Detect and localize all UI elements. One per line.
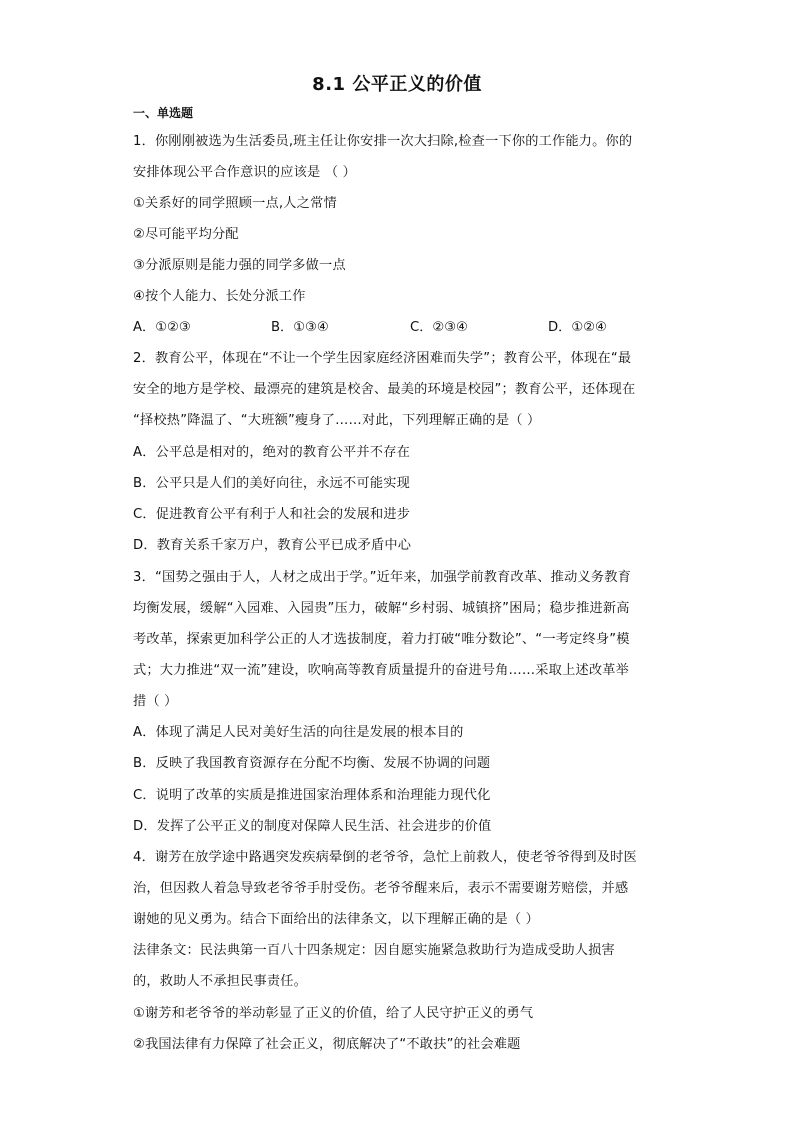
q3-option-c: C．说明了改革的实质是推进国家治理体系和治理能力现代化 [133,788,491,803]
q2-stem-line3: “择校热”降温了、“大班额”瘦身了……对此，下列理解正确的是（ ） [133,413,541,428]
q2-option-a: A．公平总是相对的，绝对的教育公平并不存在 [133,445,410,460]
q1-option-d: D．①②④ [548,320,607,335]
page-title: 8.1 公平正义的价值 [312,74,482,95]
q3-stem-line4: 式；大力推进“双一流”建设，吹响高等教育质量提升的奋进号角……采取上述改革举 [133,663,630,678]
q4-stem-line3: 谢她的见义勇为。结合下面给出的法律条文，以下理解正确的是（ ） [133,912,540,927]
q4-statement-1: ①谢芳和老爷爷的举动彰显了正义的价值，给了人民守护正义的勇气 [133,1006,534,1021]
q1-statement-3: ③分派原则是能力强的同学多做一点 [133,258,346,273]
q1-option-a: A．①②③ [133,320,191,335]
q4-law-line2: 的，救助人不承担民事责任。 [133,974,308,989]
q4-stem-line2: 治，但因救人着急导致老爷爷手肘受伤。老爷爷醒来后，表示不需要谢芳赔偿，并感 [133,881,629,896]
q4-statement-2: ②我国法律有力保障了社会正义，彻底解决了“不敢扶”的社会难题 [133,1037,521,1052]
q3-option-d: D．发挥了公平正义的制度对保障人民生活、社会进步的价值 [133,819,492,834]
q1-statement-4: ④按个人能力、长处分派工作 [133,289,306,304]
q4-law-line1: 法律条文：民法典第一百八十四条规定：因自愿实施紧急救助行为造成受助人损害 [133,943,615,958]
q2-option-d: D．教育关系千家万户，教育公平已成矛盾中心 [133,538,412,553]
q1-statement-2: ②尽可能平均分配 [133,227,239,242]
q1-option-b: B．①③④ [271,320,329,335]
q2-option-b: B．公平只是人们的美好向往，永远不可能实现 [133,476,410,491]
q3-stem-line1: 3．“国势之强由于人，人材之成出于学。”近年来，加强学前教育改革、推动义务教育 [133,570,632,585]
q1-option-c: C．②③④ [410,320,468,335]
q1-stem-line1: 1．你刚刚被选为生活委员,班主任让你安排一次大扫除,检查一下你的工作能力。你的 [133,134,633,149]
q2-stem-line2: 安全的地方是学校、最漂亮的建筑是校舍、最美的环境是校园”；教育公平，还体现在 [133,382,636,397]
q2-stem-line1: 2．教育公平，体现在“不让一个学生因家庭经济困难而失学”；教育公平，体现在“最 [133,351,632,366]
q3-stem-line3: 考改革，探索更加科学公正的人才选拔制度，着力打破“唯分数论”、“一考定终身”模 [133,632,630,647]
q1-stem-line2: 安排体现公平合作意识的应该是 （ ） [133,165,356,180]
q3-option-a: A．体现了满足人民对美好生活的向往是发展的根本目的 [133,725,464,740]
q1-statement-1: ①关系好的同学照顾一点,人之常情 [133,196,337,211]
q3-stem-line2: 均衡发展，缓解“入园难、入园贵”压力，破解“乡村弱、城镇挤”困局；稳步推进新高 [133,601,630,616]
q2-option-c: C．促进教育公平有利于人和社会的发展和进步 [133,507,411,522]
section-heading: 一、单选题 [133,106,194,120]
q3-option-b: B．反映了我国教育资源存在分配不均衡、发展不协调的问题 [133,756,491,771]
q3-stem-line5: 措（ ） [133,694,178,709]
q4-stem-line1: 4．谢芳在放学途中路遇突发疾病晕倒的老爷爷，急忙上前救人，使老爷爷得到及时医 [133,850,637,865]
